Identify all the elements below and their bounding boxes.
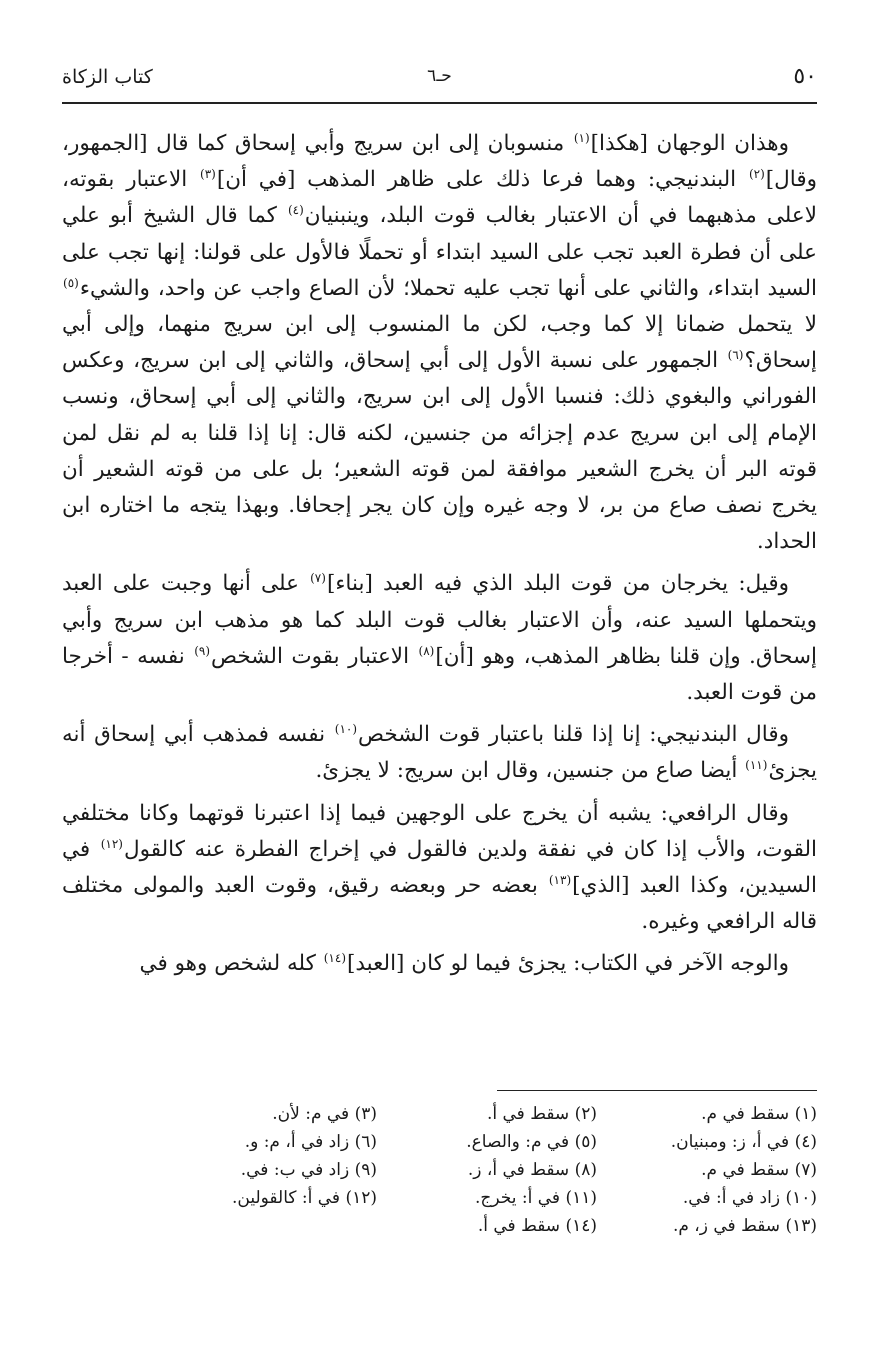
running-header [62,58,817,104]
footnotes [177,1100,817,1240]
paragraph-5 [62,946,817,982]
footnote-4: (٤) في أ، ز: ومبنيان. [670,1132,817,1152]
footnote-divider [497,1090,817,1091]
footnote-ref: (٨) [418,643,435,658]
paragraph-1 [62,126,817,560]
footnote-14: (١٤) سقط في أ. [477,1216,597,1236]
text-run: بعضه حر وبعضه رقيق، وقوت العبد والمولى مختلف قاله الرافعي وغيره. [62,873,817,935]
text-run: وقال الرافعي: يشبه أن يخرج على الوجهين فيما إذا اعتبرنا قوتهما وكانا مختلفي القوت، والأب إذا كان في نفقة ولدين فالقول في إخراج الفطرة عنه كالقول [62,800,817,862]
paragraph-2 [62,566,817,711]
footnote-6: (٦) زاد في أ، م: و. [244,1132,377,1152]
footnote-ref: (٩) [194,643,211,658]
footnote-ref: (١) [573,130,590,145]
footnote-ref: (٤) [287,203,304,218]
text-run: نفسه - أخرجا من قوت العبد. [62,643,817,706]
text-run: لا يتحمل ضمانا إلا كما وجب، لكن ما المنسوب إلى ابن سريج منهما، وإلى أبي إسحاق؟ [62,312,817,374]
book-title: كتاب الزكاة [62,66,153,88]
footnote-ref: (٦) [727,348,744,363]
text-run: والوجه الآخر في الكتاب: يجزئ فيما لو كان [العبد] [347,951,789,977]
text-run: الاعتبار بقوت الشخص [211,643,418,669]
footnote-11: (١١) في أ: يخرج. [475,1188,597,1208]
text-run: كما قال الشيخ أبو علي على أن فطرة العبد تجب على السيد ابتداء أو تحملًا فالأول على قولنا: إنها تجب على السيد ابتداء، والثاني على أنها تجب عليه تحملا؛ لأن الصاع واجب عن واحد، والشيء [62,203,817,301]
footnote-ref: (٧) [310,571,326,586]
footnote-13: (١٣) سقط في ز، م. [672,1216,817,1236]
text-run: في السيدين، وكذا العبد [الذي] [62,836,817,899]
footnote-ref: (١٤) [323,951,346,966]
footnote-12: (١٢) في أ: كالقولين. [232,1188,377,1208]
footnote-2: (٢) سقط في أ. [486,1104,597,1124]
paragraph-3 [62,717,817,789]
document-page [62,58,817,1318]
text-run: وقيل: يخرجان من قوت البلد الذي فيه العبد [بناء] [326,571,790,597]
footnote-7: (٧) سقط في م. [701,1160,817,1180]
text-run: كله لشخص وهو في [139,951,323,977]
footnote-3: (٣) في م: لأن. [272,1104,377,1124]
paragraph-4 [62,796,817,941]
text-run: وهذان الوجهان [هكذا] [590,131,789,156]
text-run: منسوبان إلى ابن سريج وأبي إسحاق كما قال [الجمهور، وقال] [62,131,817,193]
footnote-ref: (٢) [748,167,765,182]
text-run: الاعتبار بقوته، لاعلى مذهبهما في أن الاعتبار بغالب قوت البلد، وينبنيان [62,167,817,229]
text-run: البندنيجي: وهما فرعا ذلك على ظاهر المذهب [في أن] [216,167,748,193]
text-run: الجمهور على نسبة الأول إلى أبي إسحاق، والثاني إلى ابن سريج، وعكس الفوراني والبغوي ذلك: فنسبا الأول إلى ابن سريج، والثاني إلى أبي إسحاق، ونسب الإمام إلى ابن سريج عدم إجزائه من جنسين، لكنه قال: إنا إذا قلنا به لم نقل لمن قوته البر أن يخرج الشعير موافقة لمن قوته الشعير؛ بل على من قوته الشعير أن يخرج نصف صاع من بر، لا وجه غيره وإن كان يجر إجحافا. وبهذا يتجه ما اختاره ابن الحداد. [62,348,817,555]
footnote-5: (٥) في م: والصاع. [466,1132,597,1152]
footnote-9: (٩) زاد في ب: في. [240,1160,377,1180]
page-number: ٥٠ [793,64,817,89]
footnote-1: (١) سقط في م. [701,1104,817,1124]
footnote-ref: (٣) [200,167,216,182]
text-run: نفسه فمذهب أبي إسحاق أنه يجزئ [62,722,817,784]
footnote-ref: (١٣) [548,872,572,887]
text-run: وقال البندنيجي: إنا إذا قلنا باعتبار قوت الشخص [358,722,790,748]
footnote-ref: (١١) [745,758,768,773]
footnote-10: (١٠) زاد في أ: في. [682,1188,817,1208]
footnote-ref: (١٢) [100,836,123,851]
volume-number: حـ٦ [427,66,452,86]
footnote-8: (٨) سقط في أ، ز. [467,1160,597,1180]
main-text [62,126,817,983]
text-run: على أنها وجبت على العبد ويتحملها السيد عنه، وأن الاعتبار بغالب قوت البلد كما هو مذهب ابن سريج وأبي إسحاق. وإن قلنا بظاهر المذهب، وهو [أن] [62,571,817,669]
footnote-ref: (٥) [63,275,79,290]
footnote-ref: (١٠) [334,722,358,737]
text-run: أيضا صاع من جنسين، وقال ابن سريج: لا يجزئ. [315,758,745,784]
